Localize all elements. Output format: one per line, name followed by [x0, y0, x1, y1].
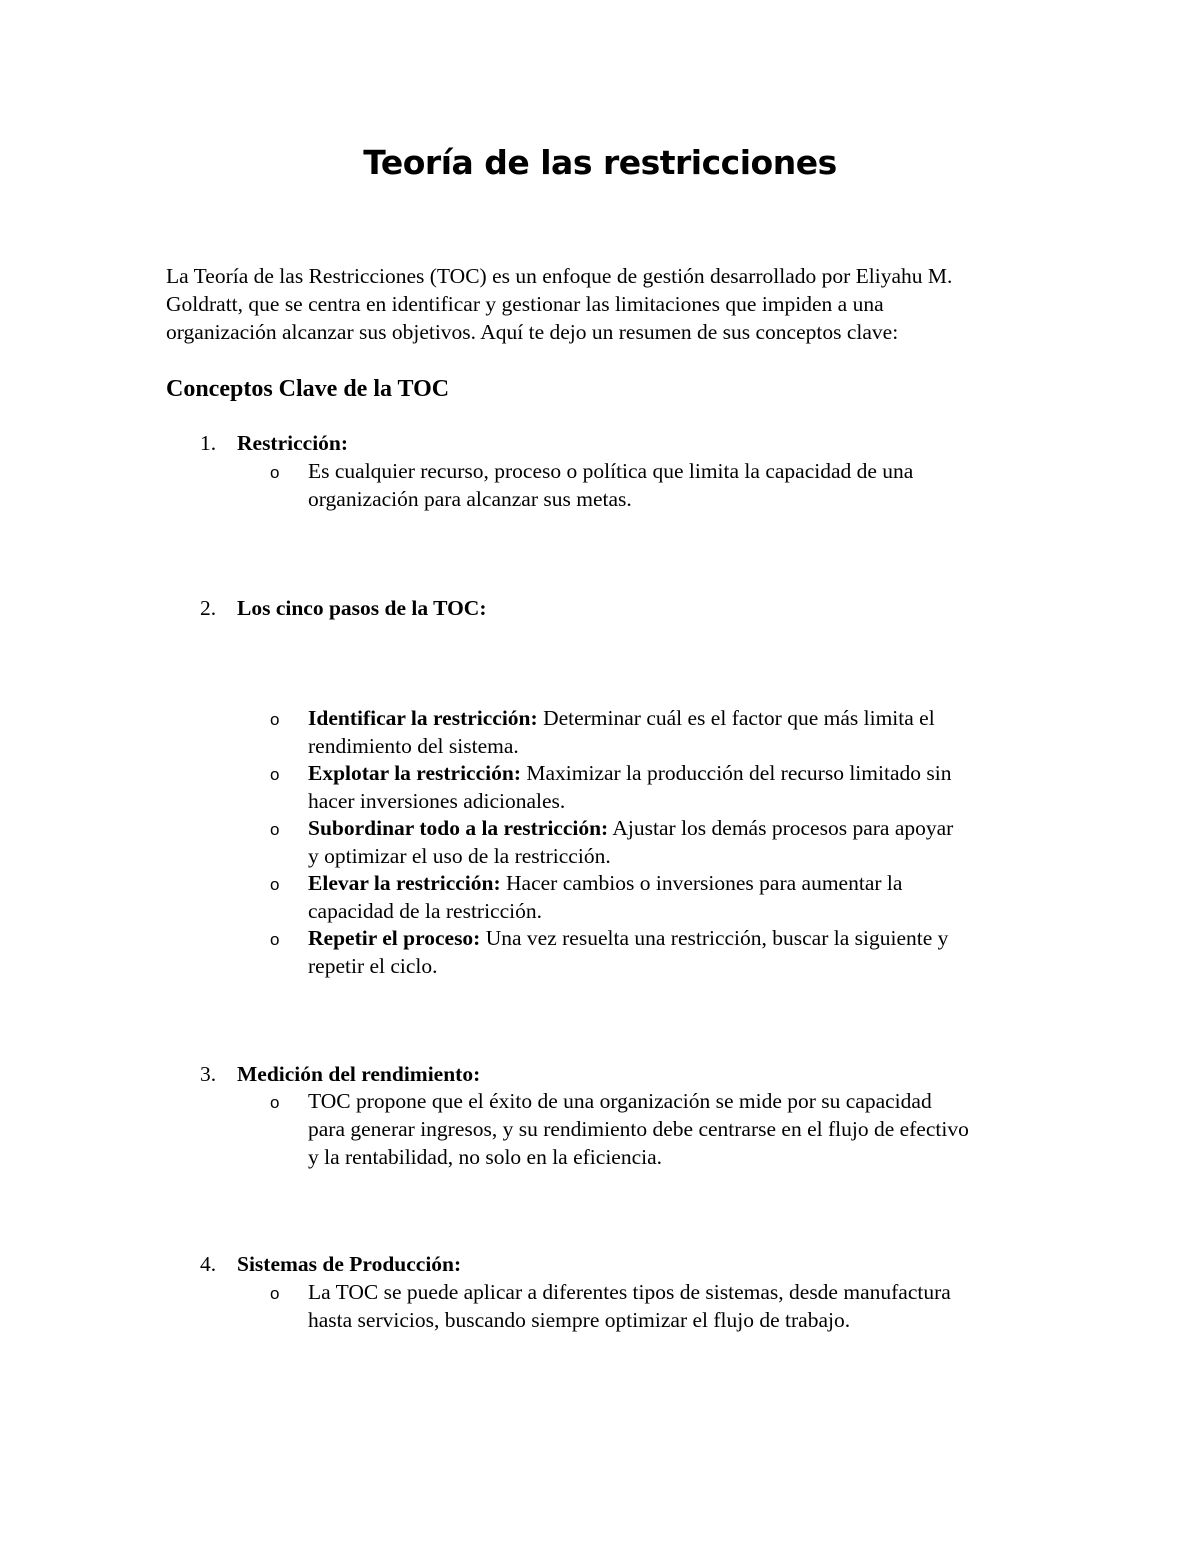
bullet-line: repetir el ciclo. — [308, 954, 438, 978]
bullet-line: y optimizar el uso de la restricción. — [308, 844, 611, 868]
bullet-line: capacidad de la restricción. — [308, 899, 542, 923]
intro-line: La Teoría de las Restricciones (TOC) es un enfoque de gestión desarrollado por Eliyahu M. — [166, 264, 953, 288]
bullet-line — [308, 924, 1048, 952]
section-heading: Conceptos Clave de la TOC — [166, 376, 450, 402]
bullet-line-text: Ajustar los demás procesos para apoyar — [608, 816, 954, 840]
bullet-text — [308, 924, 1048, 980]
bullet-line: rendimiento del sistema. — [308, 734, 519, 758]
bullet-line-text: Hacer cambios o inversiones para aumentar la — [500, 871, 903, 895]
list-item-label: Sistemas de Producción: — [237, 1252, 462, 1276]
bullet-text — [308, 814, 1048, 870]
bullet-bold-term: Subordinar todo a la restricción: — [308, 816, 609, 840]
bullet-marker: o — [270, 463, 280, 482]
intro-line: Goldratt, que se centra en identificar y gestionar las limitaciones que impiden a una — [166, 292, 884, 316]
bullet-marker: o — [270, 930, 280, 949]
bullet-bold-term: Explotar la restricción: — [308, 761, 521, 785]
bullet-bold-term: Repetir el proceso: — [308, 926, 481, 950]
bullet-line: y la rentabilidad, no solo en la eficiencia. — [308, 1145, 663, 1169]
bullet-text — [308, 1278, 1048, 1334]
bullet-line: TOC propone que el éxito de una organización se mide por su capacidad — [308, 1089, 932, 1113]
list-number: 1. — [200, 431, 217, 455]
list-item-label: Los cinco pasos de la TOC: — [237, 596, 487, 620]
bullet-bold-term: Elevar la restricción: — [308, 871, 501, 895]
intro-paragraph — [166, 262, 1046, 346]
bullet-line: hasta servicios, buscando siempre optimizar el flujo de trabajo. — [308, 1308, 851, 1332]
bullet-marker: o — [270, 765, 280, 784]
bullet-marker: o — [270, 710, 280, 729]
intro-line: organización alcanzar sus objetivos. Aquí te dejo un resumen de sus conceptos clave: — [166, 320, 899, 344]
bullet-line-text: Una vez resuelta una restricción, buscar la siguiente y — [480, 926, 949, 950]
list-number: 4. — [200, 1252, 217, 1276]
bullet-line-text: Determinar cuál es el factor que más limita el — [537, 706, 935, 730]
bullet-marker: o — [270, 820, 280, 839]
list-number: 2. — [200, 596, 217, 620]
bullet-line — [308, 704, 1048, 732]
bullet-marker: o — [270, 1284, 280, 1303]
bullet-marker: o — [270, 875, 280, 894]
bullet-line — [308, 759, 1048, 787]
bullet-line — [308, 869, 1048, 897]
bullet-line — [308, 814, 1048, 842]
list-number: 3. — [200, 1062, 217, 1086]
bullet-line: Es cualquier recurso, proceso o política que limita la capacidad de una — [308, 459, 914, 483]
bullet-line-text: Maximizar la producción del recurso limitado sin — [520, 761, 952, 785]
bullet-marker: o — [270, 1093, 280, 1112]
document-title: Teoría de las restricciones — [363, 143, 837, 182]
bullet-line: hacer inversiones adicionales. — [308, 789, 566, 813]
bullet-line: para generar ingresos, y su rendimiento debe centrarse en el flujo de efectivo — [308, 1117, 969, 1141]
bullet-line: La TOC se puede aplicar a diferentes tipos de sistemas, desde manufactura — [308, 1280, 951, 1304]
list-item-label: Medición del rendimiento: — [237, 1062, 481, 1086]
bullet-text — [308, 1087, 1048, 1171]
bullet-text — [308, 759, 1048, 815]
bullet-line: organización para alcanzar sus metas. — [308, 487, 632, 511]
bullet-bold-term: Identificar la restricción: — [308, 706, 538, 730]
bullet-text — [308, 869, 1048, 925]
list-item-label: Restricción: — [237, 431, 349, 455]
bullet-text — [308, 457, 1048, 513]
bullet-text — [308, 704, 1048, 760]
